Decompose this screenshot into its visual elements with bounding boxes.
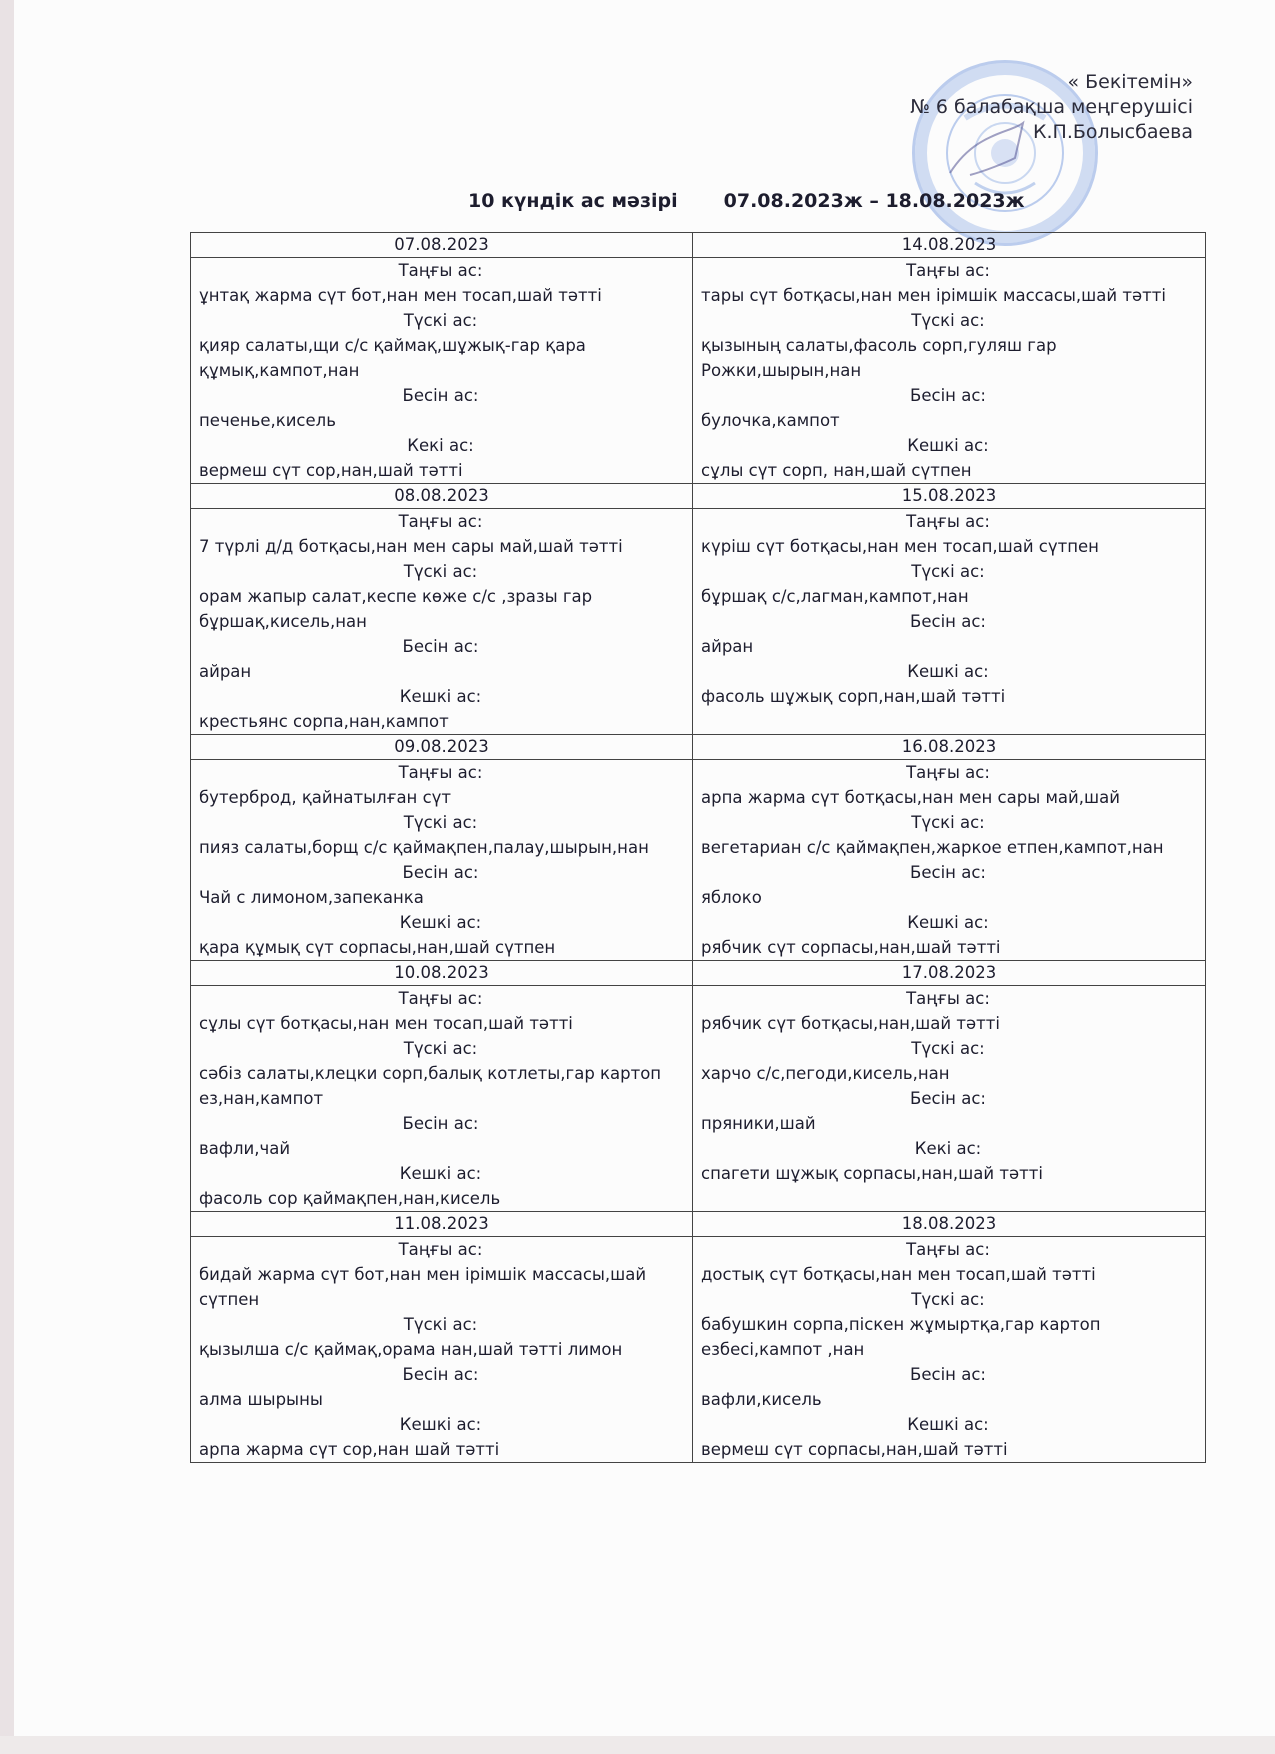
lunch-items: қызылша с/с қаймақ,орама нан,шай тәтті лимон [199,1340,623,1359]
snack-label: Бесін ас: [910,1089,986,1108]
day-date: 10.08.2023 [191,961,693,986]
meals-row [191,509,1206,735]
approval-block [773,70,1193,145]
breakfast-items: бидай жарма сүт бот,нан мен ірімшік массасы,шай сүтпен [199,1265,647,1309]
lunch-label: Түскі ас: [911,311,985,330]
snack-label: Бесін ас: [910,386,986,405]
lunch-label: Түскі ас: [911,1039,985,1058]
dinner-items: крестьянс сорпа,нан,кампот [199,712,449,731]
dinner-items: вермеш сүт сор,нан,шай тәтті [199,461,463,480]
title-date-range: 07.08.2023ж – 18.08.2023ж [723,190,1025,212]
breakfast-label: Таңғы ас: [398,763,483,782]
breakfast-items: ұнтақ жарма сүт бот,нан мен тосап,шай тәтті [199,286,602,305]
lunch-items: сәбіз салаты,клецки сорп,балық котлеты,гар картоп ез,нан,кампот [199,1064,662,1108]
dinner-items: арпа жарма сүт сор,нан шай тәтті [199,1440,500,1459]
date-row [191,735,1206,760]
breakfast-label: Таңғы ас: [398,1240,483,1259]
day-date: 08.08.2023 [191,484,693,509]
day-meals-cell [693,760,1206,961]
snack-label: Бесін ас: [910,1365,986,1384]
approval-signatory: К.П.Болысбаева [1033,121,1193,143]
approval-position: № 6 балабақша меңгерушісі [910,96,1193,118]
snack-label: Бесін ас: [910,612,986,631]
breakfast-label: Таңғы ас: [906,1240,990,1259]
scan-bottom-edge [0,1736,1275,1754]
day-date: 18.08.2023 [693,1212,1206,1237]
meals-row [191,986,1206,1212]
breakfast-items: рябчик сүт ботқасы,нан,шай тәтті [701,1014,1000,1033]
lunch-items: вегетариан с/с қаймақпен,жаркое етпен,кампот,нан [701,838,1164,857]
snack-label: Бесін ас: [910,863,986,882]
day-date: 14.08.2023 [693,233,1206,258]
snack-items: Чай с лимоном,запеканка [199,888,424,907]
day-meals-cell [693,258,1206,484]
meals-row [191,258,1206,484]
dinner-label: Кешкі ас: [399,1164,482,1183]
day-date: 17.08.2023 [693,961,1206,986]
snack-items: айран [701,637,754,656]
breakfast-label: Таңғы ас: [906,512,990,531]
lunch-items: орам жапыр салат,кеспе көже с/с ,зразы гар бұршақ,кисель,нан [199,587,593,631]
meals-row [191,760,1206,961]
date-row [191,961,1206,986]
day-date: 07.08.2023 [191,233,693,258]
date-row [191,1212,1206,1237]
snack-items: вафли,чай [199,1139,291,1158]
snack-items: алма шырыны [199,1390,323,1409]
dinner-items: сұлы сүт сорп, нан,шай сүтпен [701,461,972,480]
snack-label: Бесін ас: [402,386,479,405]
lunch-label: Түскі ас: [403,311,478,330]
breakfast-items: достық сүт ботқасы,нан мен тосап,шай тәтті [701,1265,1096,1284]
snack-label: Бесін ас: [402,1114,479,1133]
meals-row [191,1237,1206,1463]
lunch-items: пияз салаты,борщ с/с қаймақпен,палау,шырын,нан [199,838,649,857]
dinner-label: Кешкі ас: [399,687,482,706]
dinner-label: Кешкі ас: [907,913,989,932]
lunch-label: Түскі ас: [403,813,478,832]
lunch-items: қызының салаты,фасоль сорп,гуляш гар Рожки,шырын,нан [701,336,1057,380]
day-meals-cell [191,509,693,735]
snack-label: Бесін ас: [402,637,479,656]
breakfast-label: Таңғы ас: [906,261,990,280]
lunch-label: Түскі ас: [911,813,985,832]
dinner-label: Кешкі ас: [907,1415,989,1434]
lunch-items: харчо с/с,пегоди,кисель,нан [701,1064,950,1083]
dinner-items: спагети шұжық сорпасы,нан,шай тәтті [701,1164,1043,1183]
breakfast-label: Таңғы ас: [398,512,483,531]
lunch-label: Түскі ас: [403,1315,478,1334]
dinner-label: Кешкі ас: [907,662,989,681]
dinner-label: Кекі ас: [914,1139,982,1158]
lunch-items: бұршақ с/с,лагман,кампот,нан [701,587,969,606]
breakfast-label: Таңғы ас: [398,989,483,1008]
breakfast-items: арпа жарма сүт ботқасы,нан мен сары май,шай [701,788,1120,807]
snack-items: булочка,кампот [701,411,840,430]
snack-label: Бесін ас: [402,863,479,882]
dinner-label: Кешкі ас: [399,913,482,932]
breakfast-items: күріш сүт ботқасы,нан мен тосап,шай сүтпен [701,537,1099,556]
dinner-items: рябчик сүт сорпасы,нан,шай тәтті [701,938,1001,957]
dinner-items: вермеш сүт сорпасы,нан,шай тәтті [701,1440,1008,1459]
day-date: 09.08.2023 [191,735,693,760]
dinner-label: Кешкі ас: [907,436,989,455]
dinner-items: фасоль шұжық сорп,нан,шай тәтті [701,687,1006,706]
day-date: 11.08.2023 [191,1212,693,1237]
day-meals-cell [693,509,1206,735]
dinner-items: фасоль сор қаймақпен,нан,кисель [199,1189,501,1208]
breakfast-items: бутерброд, қайнатылған сүт [199,788,452,807]
day-meals-cell [693,1237,1206,1463]
lunch-label: Түскі ас: [403,562,478,581]
approval-heading: « Бекітемін» [1067,71,1193,93]
snack-items: яблоко [701,888,762,907]
title-label: 10 күндік ас мәзірі [468,190,678,212]
menu-table [190,232,1206,1463]
dinner-label: Кекі ас: [407,436,474,455]
date-row [191,233,1206,258]
dinner-label: Кешкі ас: [399,1415,482,1434]
breakfast-label: Таңғы ас: [398,261,483,280]
snack-items: печенье,кисель [199,411,336,430]
dinner-items: қара құмық сүт сорпасы,нан,шай сүтпен [199,938,556,957]
snack-items: пряники,шай [701,1114,816,1133]
snack-items: вафли,кисель [701,1390,822,1409]
date-row [191,484,1206,509]
breakfast-items: 7 түрлі д/д ботқасы,нан мен сары май,шай тәтті [199,537,623,556]
day-meals-cell [191,760,693,961]
day-meals-cell [693,986,1206,1212]
breakfast-items: тары сүт ботқасы,нан мен ірімшік массасы,шай тәтті [701,286,1166,305]
lunch-label: Түскі ас: [911,1290,985,1309]
breakfast-items: сұлы сүт ботқасы,нан мен тосап,шай тәтті [199,1014,573,1033]
scan-left-edge [0,0,14,1754]
lunch-items: қияр салаты,щи с/с қаймақ,шұжық-гар қара құмық,кампот,нан [199,336,586,380]
day-meals-cell [191,258,693,484]
breakfast-label: Таңғы ас: [906,989,990,1008]
day-date: 15.08.2023 [693,484,1206,509]
snack-label: Бесін ас: [402,1365,479,1384]
day-date: 16.08.2023 [693,735,1206,760]
lunch-label: Түскі ас: [403,1039,478,1058]
day-meals-cell [191,986,693,1212]
lunch-items: бабушкин сорпа,піскен жұмыртқа,гар картоп езбесі,кампот ,нан [701,1315,1101,1359]
day-meals-cell [191,1237,693,1463]
snack-items: айран [199,662,252,681]
page-title [468,190,1025,212]
breakfast-label: Таңғы ас: [906,763,990,782]
lunch-label: Түскі ас: [911,562,985,581]
